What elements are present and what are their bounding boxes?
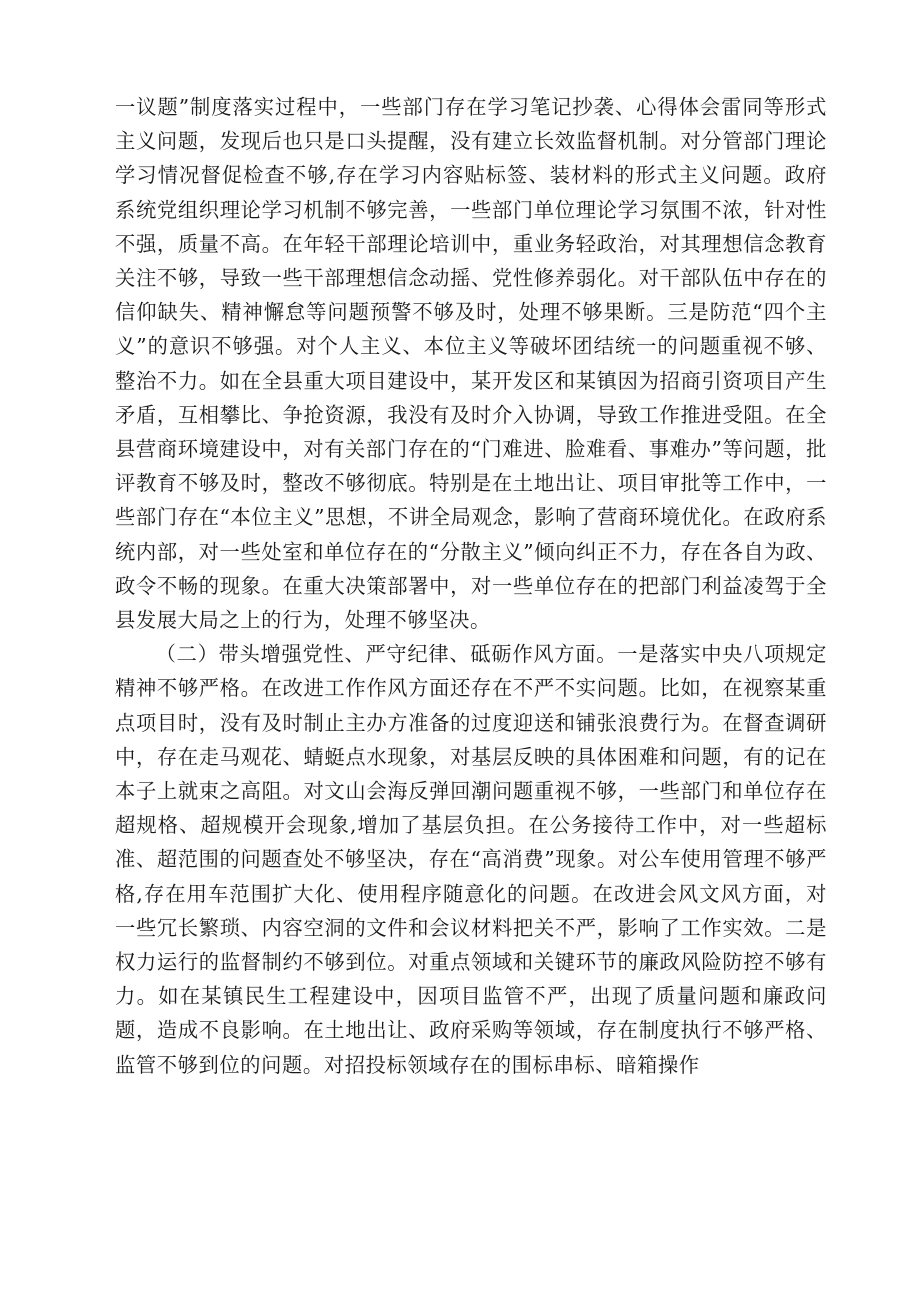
body-paragraph-continued: 一议题”制度落实过程中，一些部门存在学习笔记抄袭、心得体会雷同等形式主义问题，发现后也只是口头提醒，没有建立长效监督机制。对分管部门理论学习情况督促检查不够,存在学习内容贴标签、装材料的形式主义问题。政府系统党组织理论学习机制不够完善，一些部门单位理论学习氛围不浓，针对性不强，质量不高。在年轻干部理论培训中，重业务轻政治，对其理想信念教育关注不够，导致一些干部理想信念动摇、党性修养弱化。对干部队伍中存在的信仰缺失、精神懈怠等问题预警不够及时，处理不够果断。三是防范“四个主义”的意识不够强。对个人主义、本位主义等破坏团结统一的问题重视不够、整治不力。如在全县重大项目建设中，某开发区和某镇因为招商引资项目产生矛盾，互相攀比、争抢资源，我没有及时介入协调，导致工作推进受阻。在全县营商环境建设中，对有关部门存在的“门难进、脸难看、事难办”等问题，批评教育不够及时，整改不够彻底。特别是在土地出让、项目审批等工作中，一些部门存在“本位主义”思想，不讲全局观念，影响了营商环境优化。在政府系统内部，对一些处室和单位存在的“分散主义”倾向纠正不力，存在各自为政、政令不畅的现象。在重大决策部署中，对一些单位存在的把部门利益凌驾于全县发展大局之上的行为，处理不够坚决。 [115, 95, 827, 633]
body-paragraph-section-two: （二）带头增强党性、严守纪律、砥砺作风方面。一是落实中央八项规定精神不够严格。在改进工作作风方面还存在不严不实问题。比如，在视察某重点项目时，没有及时制止主办方准备的过度迎送和铺张浪费行为。在督查调研中，存在走马观花、蜻蜓点水现象，对基层反映的具体困难和问题，有的记在本子上就束之高阻。对文山会海反弹回潮问题重视不够，一些部门和单位存在超规格、超规模开会现象,增加了基层负担。在公务接待工作中，对一些超标准、超范围的问题查处不够坚决，存在“高消费”现象。对公车使用管理不够严格,存在用车范围扩大化、使用程序随意化的问题。在改进会风文风方面，对一些冗长繁琐、内容空洞的文件和会议材料把关不严，影响了工作实效。二是权力运行的监督制约不够到位。对重点领域和关键环节的廉政风险防控不够有力。如在某镇民生工程建设中，因项目监管不严，出现了质量问题和廉政问题，造成不良影响。在土地出让、政府采购等领域，存在制度执行不够严格、监管不够到位的问题。对招投标领域存在的围标串标、暗箱操作 [115, 642, 827, 1077]
document-page [115, 90, 827, 1082]
